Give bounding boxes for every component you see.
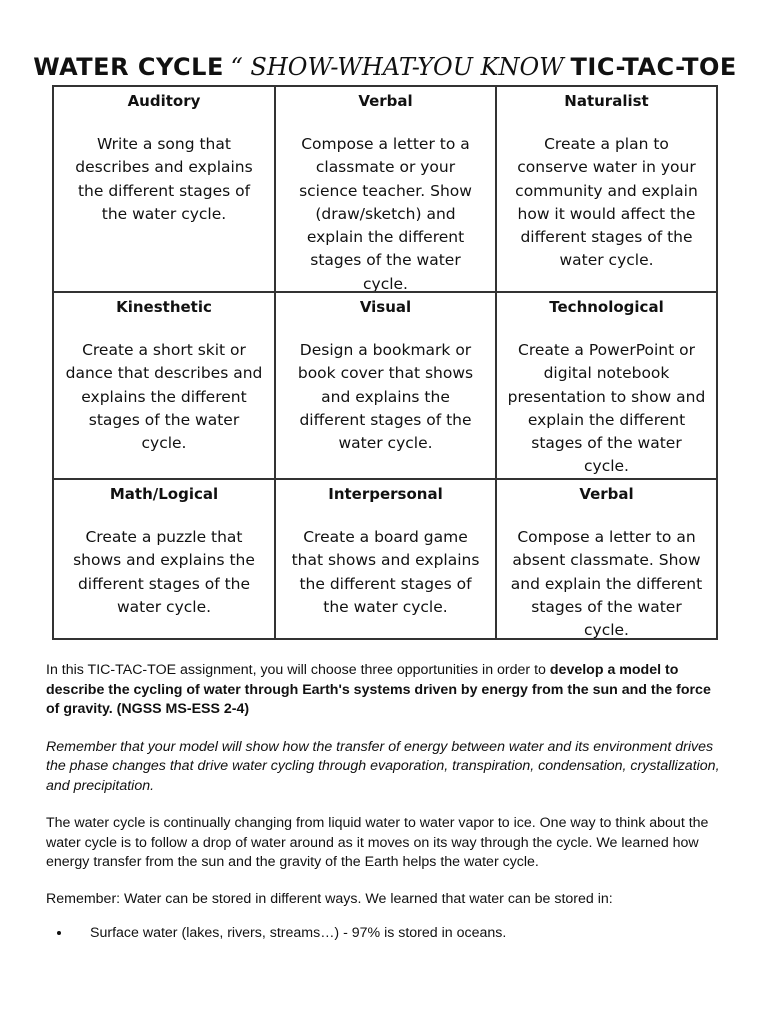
cell-heading: Visual xyxy=(359,298,412,316)
grid-cell-technological xyxy=(497,293,716,480)
storage-list xyxy=(46,924,726,944)
cell-text: Compose a letter to a classmate or your science teacher. Show (draw/sketch) and explain the different stages of the water cycle. xyxy=(299,135,472,293)
grid-cell-math-logical xyxy=(54,480,276,638)
storage-intro: Remember: Water can be stored in different ways. We learned that water can be stored in: xyxy=(46,890,613,907)
cell-text: Write a song that describes and explains the different stages of the water cycle. xyxy=(75,135,253,223)
title-part-2: “ SHOW-WHAT-YOU KNOW xyxy=(230,53,564,81)
intro-lead: In this TIC-TAC-TOE assignment, you will choose three opportunities in order to xyxy=(46,662,550,678)
grid-cell-verbal-1 xyxy=(276,87,497,293)
cell-text: Create a board game that shows and explains the different stages of the water cycle. xyxy=(291,528,480,616)
explanation-paragraph: The water cycle is continually changing from liquid water to water vapor to ice. One way to think about the water cycle is to follow a drop of water around as it moves on its way through the cycle. We learned how energy transfer from the sun and the gravity of the Earth helps the water cycle. xyxy=(46,815,709,870)
grid-cell-visual xyxy=(276,293,497,480)
title-part-1: WATER CYCLE xyxy=(33,53,224,81)
cell-text: Compose a letter to an absent classmate. Show and explain the different stages of the water cycle. xyxy=(510,528,703,638)
grid-cell-interpersonal xyxy=(276,480,497,638)
reminder-paragraph: Remember that your model will show how the transfer of energy between water and its environment drives the phase changes that drive water cycling through evaporation, transpiration, condensation, crystallization, and precipitation. xyxy=(46,738,720,794)
grid-cell-kinesthetic xyxy=(54,293,276,480)
grid-cell-naturalist xyxy=(497,87,716,293)
cell-text: Design a bookmark or book cover that shows and explains the different stages of the water cycle. xyxy=(297,341,474,453)
grid-cell-auditory xyxy=(54,87,276,293)
cell-heading: Verbal xyxy=(579,485,634,503)
cell-heading: Interpersonal xyxy=(328,485,443,503)
page-title xyxy=(0,52,770,83)
cell-text: Create a puzzle that shows and explains the different stages of the water cycle. xyxy=(73,528,255,616)
title-part-3: TIC-TAC-TOE xyxy=(570,53,737,81)
cell-heading: Auditory xyxy=(127,92,201,110)
cell-heading: Math/Logical xyxy=(109,485,219,503)
cell-heading: Technological xyxy=(549,298,664,316)
cell-heading: Kinesthetic xyxy=(116,298,212,316)
tic-tac-toe-grid xyxy=(52,85,718,640)
intro-paragraph xyxy=(46,661,726,720)
cell-text: Create a short skit or dance that describes and explains the different stages of the water cycle. xyxy=(65,341,263,453)
cell-heading: Verbal xyxy=(358,92,413,110)
list-item: • Surface water (lakes, rivers, streams…) - 97% is stored in oceans. xyxy=(72,924,726,944)
instructions xyxy=(46,661,726,944)
intro-standard: develop a model to describe the cycling of water through Earth's systems driven by energy from the sun and the force of gravity. (NGSS MS-ESS 2-4) xyxy=(46,662,711,717)
grid-cell-verbal-2 xyxy=(497,480,716,638)
cell-text: Create a plan to conserve water in your community and explain how it would affect the different stages of the water cycle. xyxy=(515,135,698,270)
cell-text: Create a PowerPoint or digital notebook presentation to show and explain the different stages of the water cycle. xyxy=(507,341,706,476)
cell-heading: Naturalist xyxy=(564,92,649,110)
